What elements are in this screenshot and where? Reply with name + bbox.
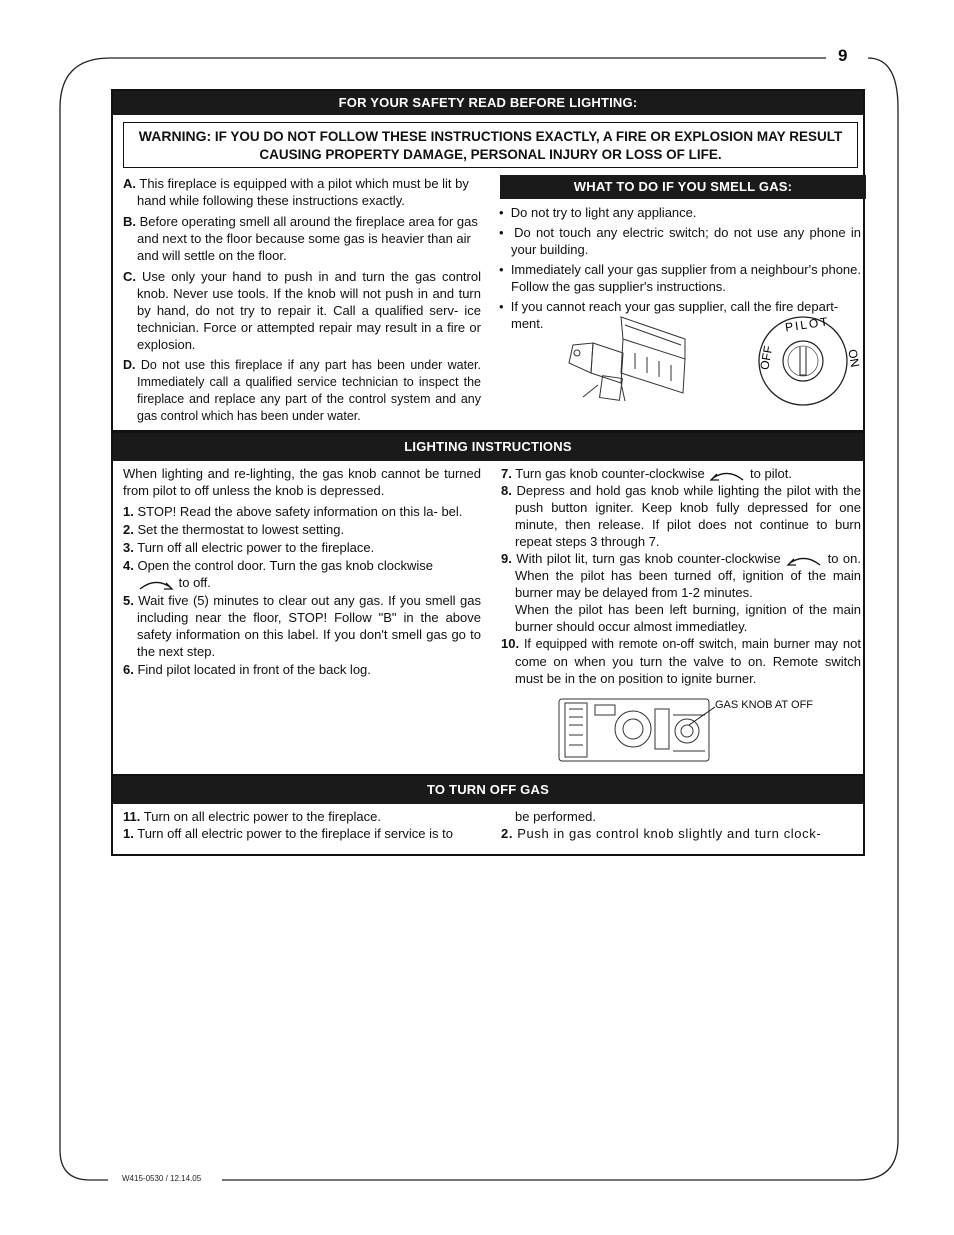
lighting-step-7: 7. Turn gas knob counter-clockwise to pilot.	[501, 466, 792, 481]
counter-clockwise-arrow-icon	[708, 468, 746, 482]
safety-item-d: D. Do not use this fireplace if any part has been under water. Immediately call a qualified service technician to inspect the fireplace and replace any part of the control system and any gas control which has been under water.	[123, 358, 481, 423]
lighting-step-6: 6. Find pilot located in front of the back log.	[123, 662, 371, 677]
safety-header: FOR YOUR SAFETY READ BEFORE LIGHTING:	[113, 91, 863, 115]
lighting-step-8: 8. Depress and hold gas knob while lighting the pilot with the push button igniter. Keep knob fully depressed for one minute, then release. If pilot does not continue to burn repeat steps 3 through 7.	[501, 483, 861, 549]
turn-off-line: be performed.	[515, 809, 596, 824]
gas-valve-illustration	[563, 313, 703, 405]
lighting-header: LIGHTING INSTRUCTIONS	[113, 433, 863, 461]
lighting-intro: When lighting and re-lighting, the gas knob cannot be turned from pilot to off unless the knob is depressed.	[123, 466, 481, 498]
lighting-left-column	[123, 465, 481, 679]
warning-text: IF YOU DO NOT FOLLOW THESE INSTRUCTIONS EXACTLY, A FIRE OR EXPLOSION MAY RESULT CAUSING PROPERTY DAMAGE, PERSONAL INJURY OR LOSS OF LIFE.	[214, 129, 843, 162]
smell-item: • Immediately call your gas supplier from a neighbour's phone. Follow the gas supplier's instructions.	[499, 262, 861, 294]
smell-item: • Do not try to light any appliance.	[499, 205, 697, 220]
counter-clockwise-arrow-icon	[785, 553, 823, 567]
lighting-step-1: 1. STOP! Read the above safety information on this la- bel.	[123, 504, 463, 519]
lighting-right-column	[501, 465, 861, 687]
turn-off-header: TO TURN OFF GAS	[113, 776, 863, 804]
lighting-section	[111, 431, 865, 776]
safety-item-a: A. This fireplace is equipped with a pilot which must be lit by hand while following these instructions exactly.	[123, 176, 469, 208]
warning-label: WARNING:	[138, 128, 212, 144]
dial-off-label: OFF	[757, 344, 776, 371]
smell-item: • If you cannot reach your gas supplier, call the fire depart- ment.	[499, 299, 839, 331]
lighting-step-4: 4. Open the control door. Turn the gas knob clockwise to off.	[123, 558, 434, 590]
turn-off-left-column	[123, 808, 483, 842]
clockwise-arrow-icon	[137, 577, 175, 591]
lighting-step-3: 3. Turn off all electric power to the fireplace.	[123, 540, 375, 555]
lighting-step-10: 10. If equipped with remote on-off switch, main burner may not come on when you turn the valve to on. Remote switch must be in the on position to ignite burner.	[501, 636, 861, 686]
page-number: 9	[838, 46, 848, 65]
lighting-step-2: 2. Set the thermostat to lowest setting.	[123, 522, 345, 537]
gas-knob-caption: GAS KNOB AT OFF	[715, 699, 814, 711]
turn-off-section	[111, 774, 865, 856]
warning-box	[123, 122, 858, 168]
turn-off-line: 11. Turn on all electric power to the fireplace.	[123, 809, 381, 824]
turn-off-line: 1. Turn off all electric power to the fireplace if service is to	[123, 826, 453, 841]
knob-dial-illustration	[747, 313, 863, 409]
smell-gas-header: WHAT TO DO IF YOU SMELL GAS:	[500, 175, 866, 199]
document-code: W415-0530 / 12.14.05	[122, 1174, 202, 1183]
safety-items	[123, 175, 481, 429]
turn-off-right-column	[501, 808, 861, 842]
smell-item: • Do not touch any electric switch; do not use any phone in your building.	[499, 225, 861, 257]
safety-item-b: B. Before operating smell all around the fireplace area for gas and next to the floor because some gas is heavier than air and will settle on the floor.	[123, 214, 478, 263]
dial-pilot-label: PILOT	[784, 314, 831, 335]
lighting-step-9: 9. With pilot lit, turn gas knob counter-clockwise to on. When the pilot has been turned off, ignition of the main burner may be delayed from 1-2 minutes. When the pilot has been left burning, ignition of the main burner should occur almost immediatley.	[501, 551, 861, 634]
lighting-step-5: 5. Wait five (5) minutes to clear out any gas. If you smell gas including near the floor, STOP! Follow "B" in the above safety information on this label. If you don't smell gas go to the next step.	[123, 593, 481, 659]
safety-section	[111, 89, 865, 432]
turn-off-line: 2. Push in gas control knob slightly and turn clock-	[501, 826, 822, 841]
dial-on-label: ON	[845, 348, 863, 369]
safety-item-c: C. Use only your hand to push in and turn the gas control knob. Never use tools. If the knob will not push in and turn by hand, do not try to repair it. Call a qualified serv- ice technician. Force or attempted repair may result in a fire or explosion.	[123, 269, 481, 352]
